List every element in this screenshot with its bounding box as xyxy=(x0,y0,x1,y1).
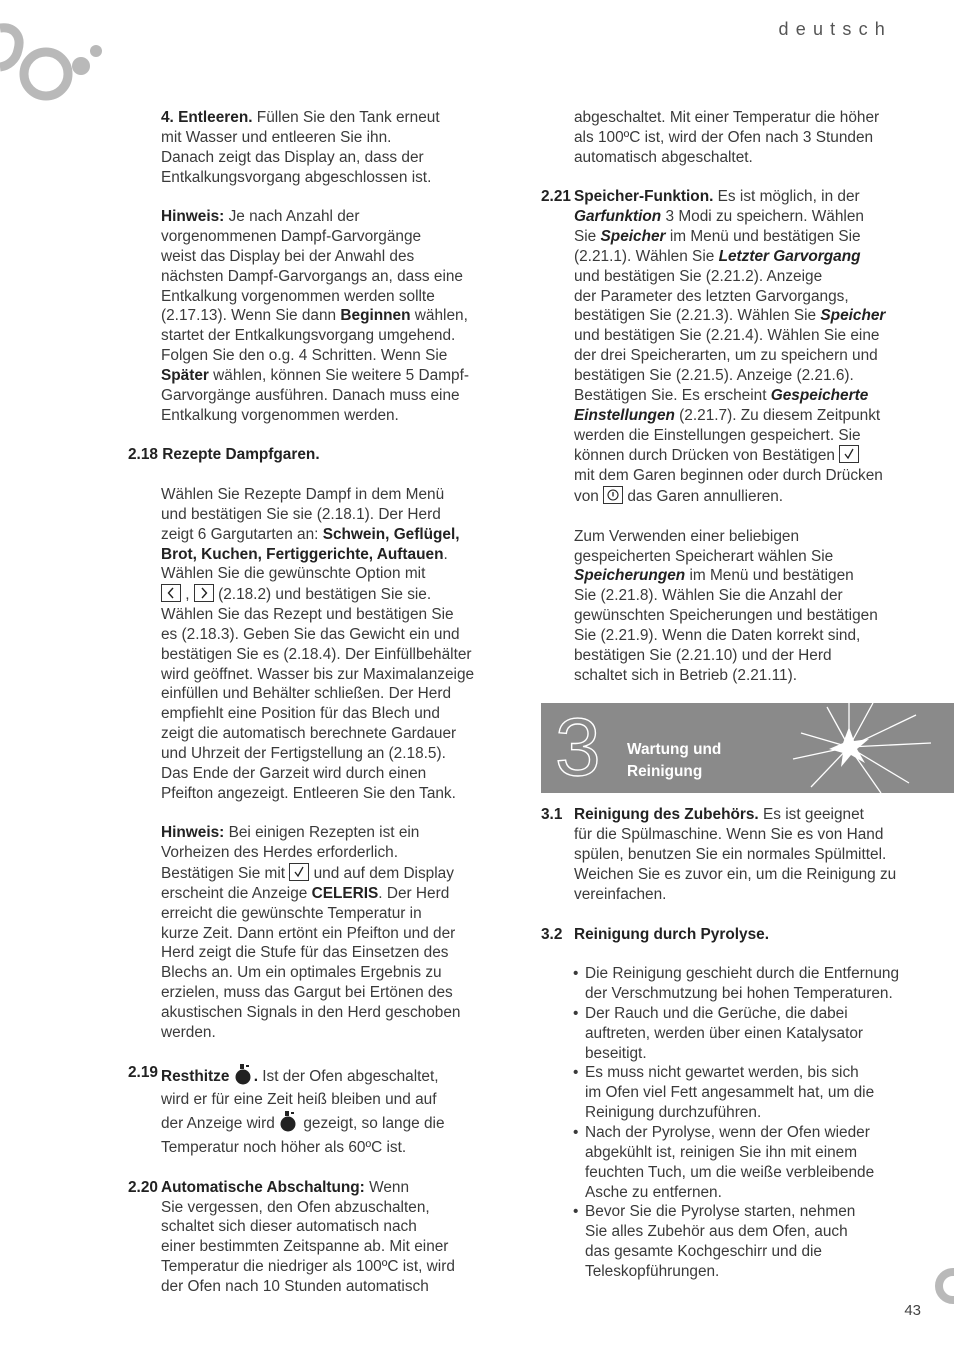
section-2-18-body: Wählen Sie Rezepte Dampf in dem Menü und bestätigen Sie sie (2.18.1). Der Herd zeigt 6 Gargutarten an: Schwein, Geflügel, Brot, Kuchen, Fertiggerichte, Auftauen. Wählen Sie die gewünschte Option mit , (2.18.2) und bestätigen Sie sie. Wählen Sie das Rezept und bestätigen Sie es (2.18.3). Geben Sie das Gewicht ein und bestätigen Sie es (2.18.4). Der Einfüllbehälter wird geöffnet. Wasser bis zur Maximalanzeige einfüllen und Behälter schließen. Der Herd empfiehlt eine Position für das Blech und zeigt die automatisch berechnete Gardauer und Uhrzeit der Fertigstellung an (2.18.5). Das Ende der Garzeit wird durch einen Pfeifton angezeigt. Entleeren Sie den Tank. xyxy=(161,486,475,802)
section-3-1: 3.1 Reinigung des Zubehörs. Es ist geeignet für die Spülmaschine. Wenn Sie es von Hand spülen, benutzen Sie ein normales Spülmittel. Weichen Sie es zuvor ein, um die Reinigung zu vereinfachen. xyxy=(541,806,897,903)
list-item: • Es muss nicht gewartet werden, bis sich im Ofen viel Fett angesammelt hat, um die Reinigung durchzuführen. xyxy=(573,1064,875,1122)
section-2-20: 2.20 Automatische Abschaltung: Wenn Sie vergessen, den Ofen abzuschalten, schaltet sich dieser automatisch nach einer bestimmten Zeitspanne ab. Mit einer Temperatur die niedriger als 100ºC ist, wird der Ofen nach 10 Stunden automatisch xyxy=(128,1178,455,1295)
language-label: deutsch xyxy=(778,19,892,39)
chevron-left-icon xyxy=(161,584,181,602)
section-3-2: 3.2 Reinigung durch Pyrolyse. xyxy=(541,925,769,943)
right-column xyxy=(541,108,911,1282)
chapter-banner xyxy=(541,703,954,793)
chapter-title: Wartung und Reinigung xyxy=(627,741,722,781)
check-icon xyxy=(839,445,859,463)
power-icon xyxy=(603,486,623,504)
page-number: 43 xyxy=(904,1302,921,1319)
entleeren-paragraph: 4. Entleeren. Füllen Sie den Tank erneut mit Wasser und entleeren Sie ihn. Danach zeigt das Display an, dass der Entkalkungsvorgang abgeschlossen ist. xyxy=(161,109,440,186)
list-item: • Der Rauch und die Gerüche, die dabei auftreten, werden über einen Katalysator beseitigt. xyxy=(573,1004,864,1062)
hinweis-decalcify-paragraph: Hinweis: Je nach Anzahl der vorgenommenen Dampf-Garvorgänge weist das Display bei der Anwahl des nächsten Dampf-Garvorgangs an, dass eine Entkalkung vorgenommen werden sollte (2.17.13). Wenn Sie dann Beginnen wählen, startet der Entkalkungsvorgang umgehend. Folgen Sie den o.g. 4 Schritten. Wenn Sie Später wählen, können Sie weitere 5 Dampf- Garvorgänge ausführen. Danach muss eine Entkalkung vorgenommen werden. xyxy=(161,208,469,424)
sparkle-star-icon xyxy=(791,703,931,793)
list-item: • Die Reinigung geschieht durch die Entfernung der Verschmutzung bei hohen Temperaturen. xyxy=(573,965,900,1003)
chevron-right-icon xyxy=(194,584,214,602)
entleeren-title: 4. Entleeren. xyxy=(161,109,253,126)
check-icon xyxy=(289,863,309,881)
residual-heat-icon xyxy=(279,1110,299,1138)
left-column xyxy=(128,108,480,1297)
list-item: • Bevor Sie die Pyrolyse starten, nehmen Sie alles Zubehör aus dem Ofen, auch das gesamte Kochgeschirr und die Teleskopführungen. xyxy=(573,1203,856,1280)
chapter-number: 3 xyxy=(555,703,601,794)
section-2-20-continued: abgeschaltet. Mit einer Temperatur die höher als 100ºC ist, wird der Ofen nach 3 Stunden automatisch abgeschaltet. xyxy=(574,109,880,166)
section-2-19: 2.19 Resthitze . Ist der Ofen abgeschaltet, wird er für eine Zeit heiß bleiben und auf der Anzeige wird gezeigt, so lange die Temperatur noch höher als 60ºC ist. xyxy=(128,1063,445,1157)
section-2-21: 2.21 Speicher-Funktion. Es ist möglich, in der Garfunktion 3 Modi zu speichern. Wählen Sie Speicher im Menü und bestätigen Sie (2.21.1). Wählen Sie Letzter Garvorgang und bestätigen Sie (2.21.2). Anzeige der Parameter des letzten Garvorgangs, bestätigen Sie (2.21.3). Wählen Sie Speicher und bestätigen Sie (2.21.4). Wählen Sie eine der drei Speicherarten, um zu speichern und bestätigen Sie (2.21.5). Anzeige (2.21.6). Bestätigen Sie. Es erscheint Gespeicherte Einstellungen (2.21.7). Zu diesem Zeitpunkt werden die Einstellungen gespeichert. Sie können durch Drücken von Bestätigen mit dem Garen beginnen oder durch Drücken von das Garen annullieren. Zum Verwenden einer beliebigen gespeicherten Speicherart wählen Sie Speicherungen im Menü und bestätigen Sie (2.21.8). Wählen Sie die Anzahl der gewünschten Speicherungen und bestätigen Sie (2.21.9). Wenn die Daten korrekt sind, bestätigen Sie (2.21.10) und der Herd schaltet sich in Betrieb (2.21.11). xyxy=(541,188,886,684)
brand-logo-icon xyxy=(0,22,110,104)
residual-heat-icon xyxy=(234,1063,254,1091)
pyrolysis-bullet-list xyxy=(541,964,911,1282)
hinweis-preheat-paragraph: Hinweis: Bei einigen Rezepten ist ein Vorheizen des Herdes erforderlich. Bestätigen Sie mit und auf dem Display erscheint die Anzeige CELERIS. Der Herd erreicht die gewünschte Temperatur in kurze Zeit. Dann ertönt ein Pfeifton und der Herd zeigt die Stufe für das Einsetzen des Blechs an. Um ein optimales Ergebnis zu erzielen, muss das Gargut bei Ertönen des akustischen Signals in den Herd geschoben werden. xyxy=(161,824,461,1041)
corner-ring-icon xyxy=(924,1266,954,1306)
list-item: • Nach der Pyrolyse, wenn der Ofen wieder abgekühlt ist, reinigen Sie ihn mit einem feuchten Tuch, um die weiße verbleibende Asche zu entfernen. xyxy=(573,1123,875,1201)
section-2-18-heading: 2.18 Rezepte Dampfgaren. xyxy=(128,446,320,464)
